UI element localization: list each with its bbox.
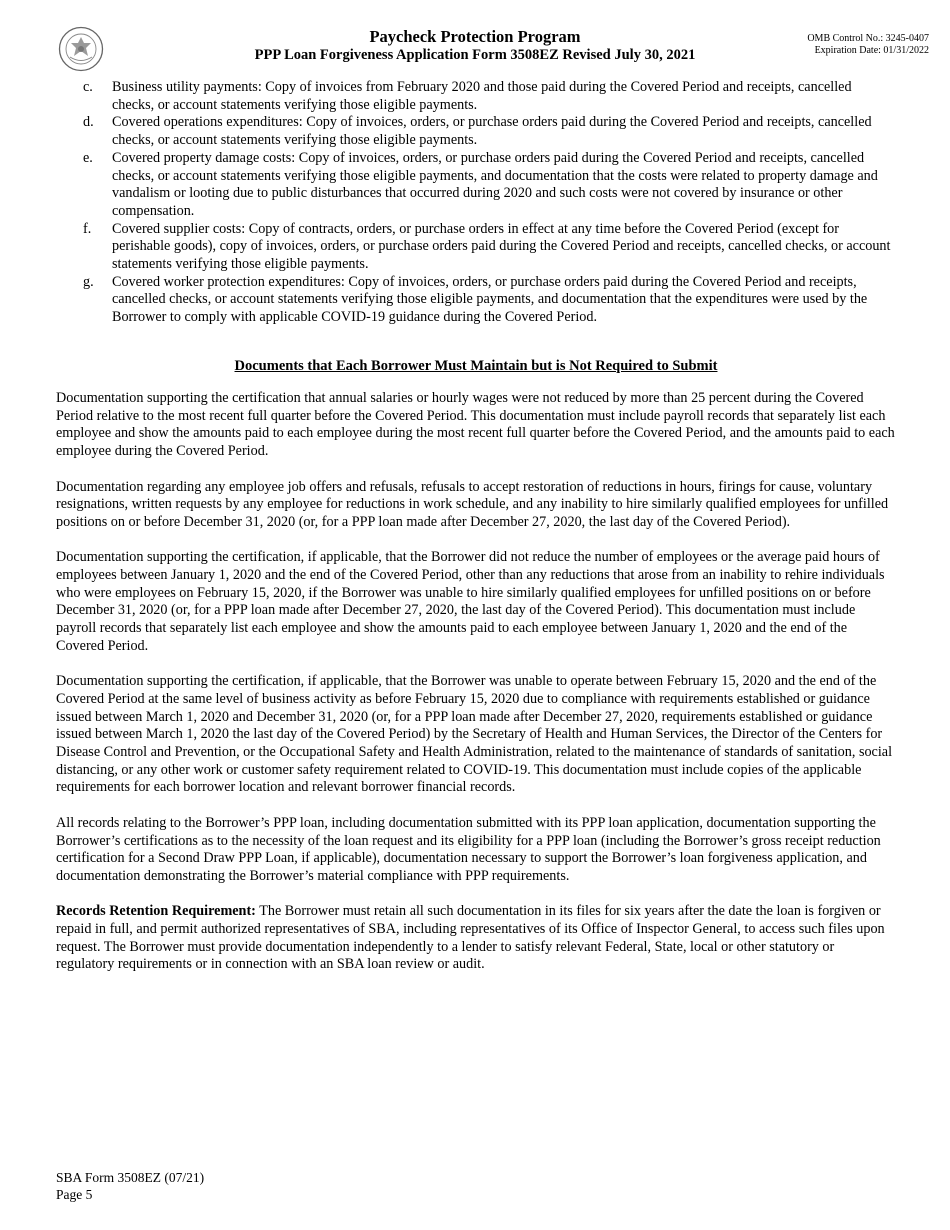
list-item-text: Covered operations expenditures: Copy of invoices, orders, or purchase orders paid during the Covered Period and receipts, cancelled checks, or account statements verifying those eligible payments. — [112, 114, 872, 149]
records-retention-label: Records Retention Requirement: — [56, 903, 256, 920]
records-retention-paragraph — [56, 903, 896, 974]
list-item — [56, 79, 896, 114]
required-documents-list — [56, 79, 896, 327]
list-item — [56, 274, 896, 327]
section-heading: Documents that Each Borrower Must Maintain but is Not Required to Submit — [234, 358, 718, 374]
list-item — [56, 221, 896, 274]
document-header — [200, 27, 750, 64]
form-number: SBA Form 3508EZ (07/21) — [56, 1170, 205, 1185]
sba-seal-icon — [58, 26, 104, 72]
expiration-date: Expiration Date: 01/31/2022 — [814, 44, 929, 56]
list-item-text: Covered property damage costs: Copy of invoices, orders, or purchase orders paid during the Covered Period and receipts, cancelled checks, or account statements verifying those eligible payments, and documentation that the costs were related to property damage and vandalism or looting due to public disturbances that occurred during 2020 and such costs were not covered by insurance or other compensation. — [112, 149, 878, 219]
paragraph: Documentation regarding any employee job offers and refusals, refusals to accept restoration of reductions in hours, firings for cause, voluntary resignations, written requests by any employee for reductions in work schedule, and any inability to hire similarly qualified employees for unfilled positions on or before December 31, 2020 (or, for a PPP loan made after December 27, 2020, the last day of the Covered Period). — [56, 478, 889, 530]
page-footer — [56, 1169, 204, 1203]
list-item-letter: e. — [83, 149, 93, 166]
maintain-documents-section — [56, 390, 896, 992]
records-retention-text: The Borrower must retain all such documentation in its files for six years after the date the loan is forgiven or repaid in full, and permit authorized representatives of SBA, including representatives of its Office of Inspector General, to access such files upon request. The Borrower must provide documentation independently to a lender to satisfy relevant Federal, State, local or other statutory or regulatory requirements or in connection with an SBA loan review or audit. — [56, 903, 885, 973]
list-item-letter: c. — [83, 79, 93, 95]
list-item-letter: g. — [83, 273, 94, 290]
omb-block — [807, 33, 929, 56]
list-item — [56, 114, 896, 149]
paragraph: Documentation supporting the certification that annual salaries or hourly wages were not reduced by more than 25 percent during the Covered Period relative to the most recent full quarter before the Covered Period. This documentation must include payroll records that separately list each employee and show the amounts paid to each employee during the most recent full quarter before the Covered Period, and the amounts paid to each employee during the Covered Period. — [56, 390, 895, 460]
page-number: Page 5 — [56, 1187, 93, 1202]
paragraph: Documentation supporting the certification, if applicable, that the Borrower did not reduce the number of employees or the average paid hours of employees between January 1, 2020 and the end of the Covered Period, other than any reductions that arose from an inability to rehire individuals who were employees on February 15, 2020, if the Borrower was unable to hire similarly qualified employees for unfilled positions on or before December 31, 2020 (or, for a PPP loan made after December 27, 2020, the last day of the Covered Period). This documentation must include payroll records that separately list each employee and show the amounts paid to each employee between January 1, 2020 and the end of the Covered Period. — [56, 549, 885, 654]
paragraph: Documentation supporting the certification, if applicable, that the Borrower was unable to operate between February 15, 2020 and the end of the Covered Period at the same level of business activity as before February 15, 2020 due to compliance with requirements established or guidance issued between March 1, 2020 and December 31, 2020 (or, for a PPP loan made after December 27, 2020, requirements established or guidance issued between March 1, 2020 the last day of the Covered Period) by the Secretary of Health and Human Services, the Director of the Centers for Disease Control and Prevention, or the Occupational Safety and Health Administration, related to the maintenance of standards of sanitation, social distancing, or any other work or customer safety requirement related to COVID-19. This documentation must include copies of the applicable requirements for each borrower location and relevant borrower financial records. — [56, 673, 893, 796]
form-subtitle: PPP Loan Forgiveness Application Form 3508EZ Revised July 30, 2021 — [254, 47, 696, 63]
list-item-text: Business utility payments: Copy of invoices from February 2020 and those paid during the Covered Period and receipts, cancelled checks, or account statements verifying those eligible payments. — [112, 79, 852, 113]
omb-control-number: OMB Control No.: 3245-0407 — [807, 33, 929, 44]
paragraph: All records relating to the Borrower’s PPP loan, including documentation submitted with its PPP loan application, documentation supporting the Borrower’s certifications as to the necessity of the loan request and its eligibility for a PPP loan (including the Borrower’s gross receipt reduction certification for a Second Draw PPP Loan, if applicable), documentation necessary to support the Borrower’s loan forgiveness application, and documentation demonstrating the Borrower’s material compliance with PPP requirements. — [56, 814, 881, 884]
program-title: Paycheck Protection Program — [369, 27, 581, 46]
list-item-text: Covered supplier costs: Copy of contracts, orders, or purchase orders in effect at any time before the Covered Period (except for perishable goods), copy of invoices, orders, or purchase orders paid during the Covered Period and receipts, cancelled checks, or account statements verifying those eligible payments. — [112, 220, 891, 273]
list-item-letter: d. — [83, 114, 94, 131]
list-item — [56, 150, 896, 221]
list-item-text: Covered worker protection expenditures: Copy of invoices, orders, or purchase orders paid during the Covered Period and receipts, cancelled checks, or account statements verifying those eligible payments, and documentation that the expenditures were used by the Borrower to comply with applicable COVID-19 guidance during the Covered Period. — [112, 273, 868, 326]
list-item-letter: f. — [83, 220, 92, 237]
